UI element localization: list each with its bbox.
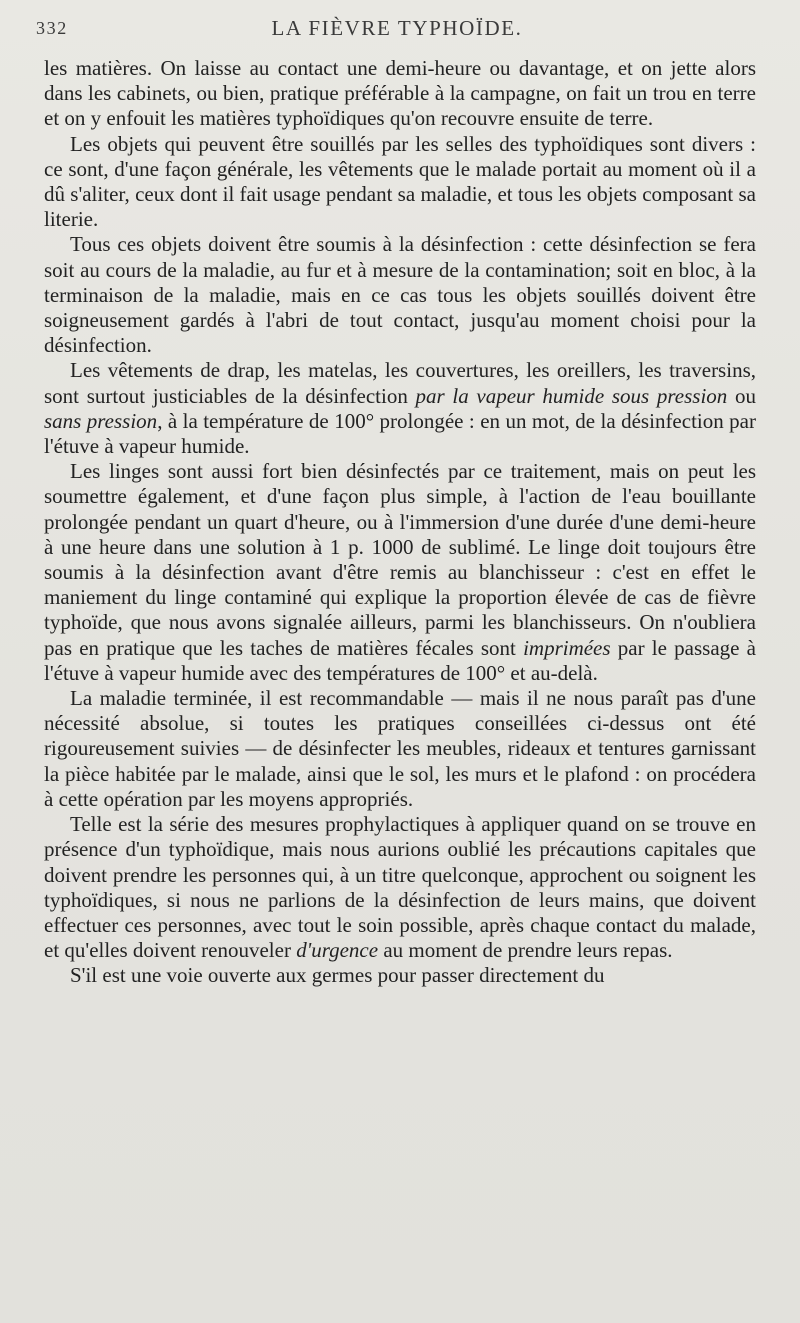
text-run: au moment de prendre leurs repas. <box>378 938 673 963</box>
italic-text: sans pression <box>44 408 158 433</box>
running-title: LA FIÈVRE TYPHOÏDE. <box>271 16 523 40</box>
text-run: Les objets qui peuvent être souillés par les selles des typhoïdiques sont divers : ce sont, d'une façon générale, les vêtements que le malade portait au moment où il a dû s'aliter, ceux dont il fait usage pendant sa maladie, et tous les objets composant sa literie. <box>44 131 756 232</box>
paragraph <box>44 686 756 812</box>
paragraph <box>44 56 756 132</box>
running-head <box>36 16 758 46</box>
italic-text: par la vapeur humide sous pression <box>415 383 728 408</box>
italic-text: d'urgence <box>296 938 379 963</box>
italic-text: imprimées <box>523 635 611 660</box>
text-run: ou <box>727 383 756 408</box>
text-run: Tous ces objets doivent être soumis à la désinfection : cette désinfection se fera soit au cours de la maladie, au fur et à mesure de la contamination; soit en bloc, à la terminaison de la maladie, mais en ce cas tous les objets souillés doivent être soigneusement gardés à l'abri de tout contact, jusqu'au moment choisi pour la désinfection. <box>44 232 756 358</box>
text-run: Les linges sont aussi fort bien désinfectés par ce traitement, mais on peut les soumettre également, et d'une façon plus simple, à l'action de l'eau bouillante prolongée pendant un quart d'heure, ou à l'immersion d'une durée d'une demi-heure à une heure dans une solution à 1 p. 1000 de sublimé. Le linge doit toujours être soumis à la désinfection avant d'être remis au blanchisseur : c'est en effet le maniement du linge contaminé qui explique la proportion élevée de cas de fièvre typhoïde, que nous avons signalée ailleurs, parmi les blanchisseurs. On n'oubliera pas en pratique que les taches de matières fécales sont <box>44 459 756 660</box>
text-run: par le passage à l'étuve à vapeur humide avec des températures de 100° et au-delà. <box>44 635 756 685</box>
paragraph <box>44 812 756 963</box>
paragraph <box>44 132 756 233</box>
paragraph <box>44 459 756 686</box>
text-run: La maladie terminée, il est recommandable — mais il ne nous paraît pas d'une nécessité absolue, si toutes les pratiques conseillées ci-dessus ont été rigoureusement suivies — de désinfecter les meubles, rideaux et tentures garnissant la pièce habitée par le malade, ainsi que le sol, les murs et le plafond : on procédera à cette opération par les moyens appropriés. <box>44 686 756 811</box>
paragraph <box>44 963 756 988</box>
paragraph <box>44 358 756 459</box>
text-run: , à la température de 100° prolongée : en un mot, de la désinfection par l'étuve à vapeur humide. <box>44 408 756 459</box>
body-text <box>44 56 756 989</box>
text-run: S'il est une voie ouverte aux germes pour passer directement du <box>70 963 605 988</box>
page-number: 332 <box>36 18 68 38</box>
text-run: les matières. On laisse au contact une demi-heure ou davantage, et on jette alors dans les cabinets, ou bien, pratique préférable à la campagne, on fait un trou en terre et on y enfouit les matières typhoïdiques qu'on recouvre ensuite de terre. <box>44 56 756 131</box>
text-run: Telle est la série des mesures prophylactiques à appliquer quand on se trouve en présence d'un typhoïdique, mais nous aurions oublié les précautions capitales que doivent prendre les personnes qui, à un titre quelconque, approchent ou soignent les typhoïdiques, si nous ne parlions de la désinfection de leurs mains, que doivent effectuer ces personnes, avec tout le soin possible, après chaque contact du malade, et qu'elles doivent renouveler <box>44 812 756 963</box>
paragraph <box>44 232 756 358</box>
text-run: Les vêtements de drap, les matelas, les couvertures, les oreillers, les traversins, sont surtout justiciables de la désinfection <box>44 358 756 408</box>
